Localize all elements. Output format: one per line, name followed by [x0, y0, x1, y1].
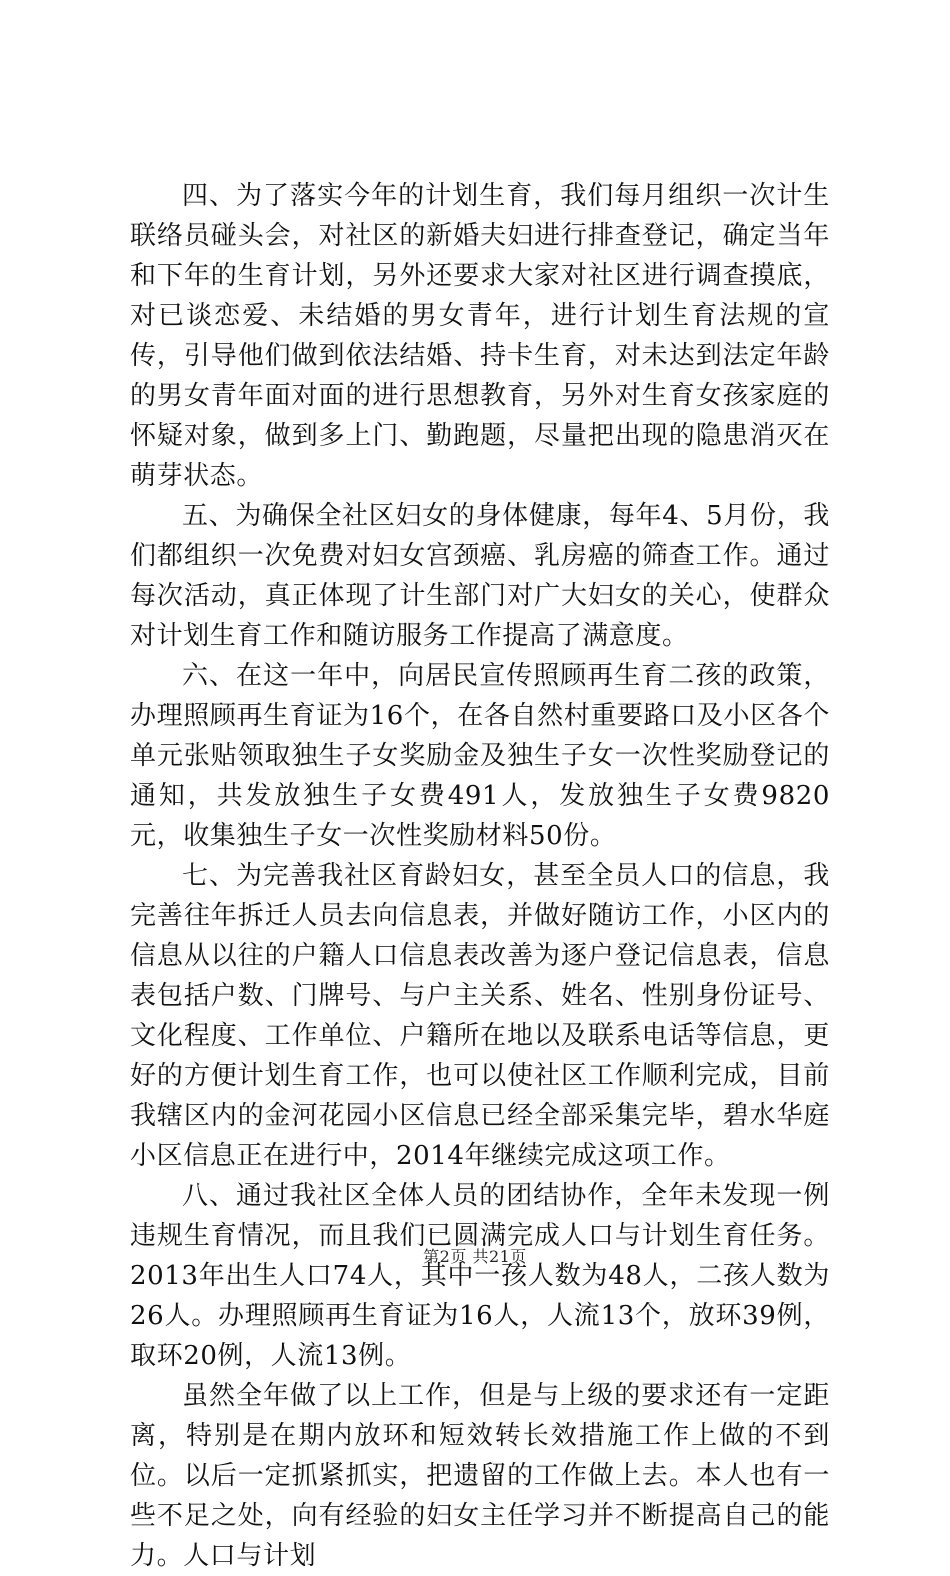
paragraph-8: 八、通过我社区全体人员的团结协作，全年未发现一例违规生育情况，而且我们已圆满完成人口与计划生育任务。2013年出生人口74人，其中一孩人数为48人，二孩人数为26人。办理照顾再生育证为16人，人流13个，放环39例，取环20例，人流13例。 [130, 1181, 830, 1371]
page-footer: 第2页 共21页 [423, 1247, 527, 1266]
paragraph-7: 七、为完善我社区育龄妇女，甚至全员人口的信息，我完善往年拆迁人员去向信息表，并做好随访工作，小区内的信息从以往的户籍人口信息表改善为逐户登记信息表，信息表包括户数、门牌号、与户主关系、姓名、性别身份证号、文化程度、工作单位、户籍所在地以及联系电话等信息，更好的方便计划生育工作，也可以使社区工作顺利完成，目前我辖区内的金河花园小区信息已经全部采集完毕，碧水华庭小区信息正在进行中，2014年继续完成这项工作。 [130, 861, 830, 1171]
paragraph-summary: 虽然全年做了以上工作，但是与上级的要求还有一定距离，特别是在期内放环和短效转长效措施工作上做的不到位。以后一定抓紧抓实，把遗留的工作做上去。本人也有一些不足之处，向有经验的妇女主任学习并不断提高自己的能力。人口与计划 [130, 1381, 830, 1571]
paragraph-5: 五、为确保全社区妇女的身体健康，每年4、5月份，我们都组织一次免费对妇女宫颈癌、乳房癌的筛查工作。通过每次活动，真正体现了计生部门对广大妇女的关心，使群众对计划生育工作和随访服务工作提高了满意度。 [130, 501, 830, 651]
paragraph-6: 六、在这一年中，向居民宣传照顾再生育二孩的政策，办理照顾再生育证为16个，在各自然村重要路口及小区各个单元张贴领取独生子女奖励金及独生子女一次性奖励登记的通知，共发放独生子女费491人，发放独生子女费9820元，收集独生子女一次性奖励材料50份。 [130, 661, 830, 851]
document-body [130, 176, 830, 1576]
paragraph-4: 四、为了落实今年的计划生育，我们每月组织一次计生联络员碰头会，对社区的新婚夫妇进行排查登记，确定当年和下年的生育计划，另外还要求大家对社区进行调查摸底，对已谈恋爱、未结婚的男女青年，进行计划生育法规的宣传，引导他们做到依法结婚、持卡生育，对未达到法定年龄的男女青年面对面的进行思想教育，另外对生育女孩家庭的怀疑对象，做到多上门、勤跑题，尽量把出现的隐患消灭在萌芽状态。 [130, 181, 830, 491]
